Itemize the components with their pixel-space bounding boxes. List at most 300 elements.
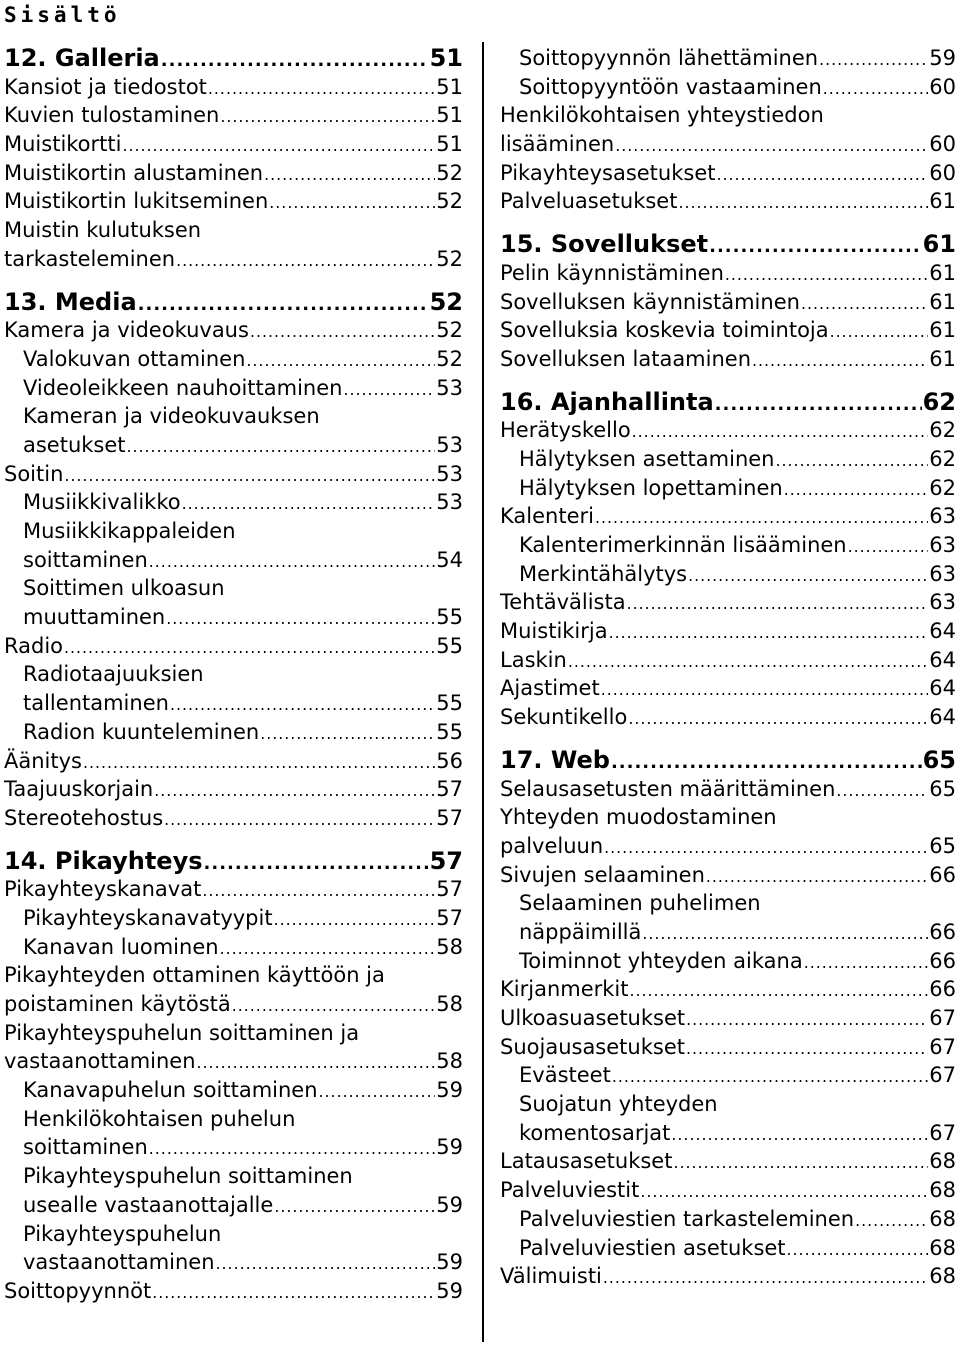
dot-leader <box>197 1049 436 1078</box>
toc-entry[interactable] <box>500 1262 956 1291</box>
dot-leader <box>848 533 929 562</box>
dot-leader <box>627 590 929 619</box>
toc-subentry[interactable] <box>500 44 956 73</box>
dot-leader <box>202 877 435 906</box>
toc-page-number: 64 <box>929 705 956 730</box>
toc-page-number: 66 <box>929 977 956 1002</box>
dot-leader <box>717 161 929 190</box>
toc-entry-title: Taajuuskorjain <box>4 777 154 802</box>
dot-leader <box>673 1149 928 1178</box>
toc-entry-title: Kalenterimerkinnän lisääminen <box>519 533 847 557</box>
toc-page-number: 53 <box>436 490 463 515</box>
toc-page-number: 59 <box>436 1250 463 1275</box>
toc-page-number: 61 <box>929 260 956 285</box>
toc-subentry[interactable] <box>4 1220 463 1249</box>
dot-leader <box>671 1121 928 1150</box>
toc-entry-title: Muistin kulutuksen <box>4 218 202 243</box>
toc-entry[interactable] <box>4 460 463 489</box>
toc-page-number: 55 <box>436 633 463 658</box>
dot-leader <box>609 619 929 648</box>
toc-page-number: 66 <box>929 919 956 944</box>
toc-entry-title: Soittopyynnön lähettäminen <box>519 46 819 70</box>
toc-subentry[interactable] <box>4 1191 463 1220</box>
toc-page-number: 60 <box>929 160 956 185</box>
toc-entry-title: Pelin käynnistäminen <box>500 260 724 285</box>
toc-entry-title: Pikayhteyden ottaminen käyttöön ja <box>4 963 385 988</box>
dot-leader <box>715 391 922 420</box>
toc-entry[interactable] <box>500 674 956 703</box>
toc-page-number: 57 <box>429 846 463 875</box>
toc-page-number: 67 <box>929 1006 956 1030</box>
toc-subentry[interactable] <box>500 1234 956 1263</box>
toc-subentry[interactable] <box>4 431 463 460</box>
toc-entry-title: Sovelluksen käynnistäminen <box>500 289 800 314</box>
toc-page-number: 59 <box>436 1078 463 1103</box>
toc-section-heading[interactable] <box>500 230 956 259</box>
toc-page-number: 65 <box>929 833 956 858</box>
toc-entry-title: Yhteyden muodostaminen <box>500 805 777 830</box>
toc-entry-title: Musiikkivalikko <box>23 490 181 515</box>
toc-entry-title: asetukset <box>23 432 126 457</box>
toc-entry-title: palveluun <box>500 833 604 858</box>
toc-entry-title: vastaanottaminen <box>4 1049 196 1074</box>
toc-subentry[interactable] <box>4 689 463 718</box>
toc-page-number: 51 <box>436 74 463 99</box>
dot-leader <box>823 75 928 104</box>
toc-subentry[interactable] <box>4 345 463 374</box>
toc-entry-title: Sekuntikello <box>500 705 628 730</box>
toc-subentry[interactable] <box>4 1162 463 1191</box>
dot-leader <box>630 977 929 1006</box>
toc-page-number: 58 <box>436 1049 463 1074</box>
toc-page-number: 59 <box>436 1192 463 1217</box>
toc-entry-title: Muistikortin lukitseminen <box>4 189 269 214</box>
toc-entry[interactable] <box>500 345 956 374</box>
toc-entry-title: Kirjanmerkit <box>500 977 629 1002</box>
dot-leader <box>688 562 928 591</box>
toc-subentry[interactable] <box>4 933 463 962</box>
toc-page-number: 59 <box>929 46 956 70</box>
toc-entry-title: Välimuisti <box>500 1264 602 1289</box>
dot-leader <box>264 161 435 190</box>
toc-page-number: 62 <box>929 418 956 443</box>
dot-leader <box>787 1236 929 1265</box>
toc-entry-title: Soitin <box>4 461 64 486</box>
dot-leader <box>164 806 435 835</box>
toc-entry[interactable] <box>4 187 463 216</box>
dot-leader <box>568 648 928 677</box>
toc-page-number: 68 <box>929 1178 956 1203</box>
toc-entry-title: Palveluviestien tarkasteleminen <box>519 1206 855 1231</box>
toc-subentry[interactable] <box>500 1205 956 1234</box>
dot-leader <box>686 1006 928 1035</box>
toc-entry-title: Palveluviestien asetukset <box>519 1235 786 1260</box>
toc-subentry[interactable] <box>500 947 956 976</box>
toc-entry-title: 13. Media <box>4 287 137 316</box>
toc-entry[interactable] <box>500 502 956 531</box>
toc-entry-title: poistaminen käytöstä <box>4 992 231 1016</box>
dot-leader <box>804 949 929 978</box>
toc-entry-title: Muistikortin alustaminen <box>4 160 264 185</box>
toc-subentry[interactable] <box>4 402 463 431</box>
toc-page-number: 62 <box>929 446 956 471</box>
toc-entry-title: Pikayhteyskanavat <box>4 877 202 902</box>
toc-page-number: 59 <box>436 1278 463 1303</box>
dot-leader <box>220 935 436 964</box>
toc-entry[interactable] <box>4 990 463 1019</box>
toc-section-heading[interactable] <box>4 288 463 317</box>
dot-leader <box>166 605 435 634</box>
toc-page-number: 63 <box>929 533 956 557</box>
dot-leader <box>274 906 436 935</box>
column-divider <box>482 42 484 1342</box>
toc-entry[interactable] <box>4 747 463 776</box>
toc-entry-title: lisääminen <box>500 132 615 157</box>
dot-leader <box>149 1135 435 1164</box>
toc-subentry[interactable] <box>500 73 956 102</box>
toc-subentry[interactable] <box>4 904 463 933</box>
toc-subentry[interactable] <box>4 374 463 403</box>
dot-leader <box>830 318 929 347</box>
toc-page-number: 68 <box>929 1235 956 1260</box>
toc-entry[interactable] <box>4 245 463 274</box>
toc-entry-title: Suojatun yhteyden <box>519 1092 718 1117</box>
dot-leader <box>232 992 435 1021</box>
toc-subentry[interactable] <box>4 1248 463 1277</box>
toc-page-number: 58 <box>436 934 463 959</box>
toc-page-number: 55 <box>436 605 463 630</box>
toc-entry-title: 15. Sovellukset <box>500 230 709 259</box>
dot-leader <box>83 749 435 778</box>
toc-entry[interactable] <box>500 703 956 732</box>
dot-leader <box>138 291 429 320</box>
toc-entry[interactable] <box>500 101 956 130</box>
toc-page-number: 68 <box>929 1149 956 1174</box>
toc-entry-title: Herätyskello <box>500 418 631 443</box>
toc-entry-title: soittaminen <box>23 1135 148 1160</box>
dot-leader <box>250 318 435 347</box>
toc-section-heading[interactable] <box>4 847 463 876</box>
toc-entry-title: Videoleikkeen nauhoittaminen <box>23 375 343 400</box>
toc-entry-title: Stereotehostus <box>4 805 164 830</box>
toc-entry[interactable] <box>500 775 956 804</box>
dot-leader <box>220 103 435 132</box>
toc-entry-title: Sovelluksen lataaminen <box>500 346 752 371</box>
toc-entry-title: tarkasteleminen <box>4 246 176 271</box>
toc-page-number: 60 <box>929 132 956 157</box>
toc-entry-title: vastaanottaminen <box>23 1250 215 1275</box>
toc-entry-title: Pikayhteyspuhelun soittaminen ja <box>4 1020 360 1045</box>
toc-entry[interactable] <box>500 975 956 1004</box>
toc-page-number: 58 <box>436 992 463 1016</box>
toc-entry-title: 17. Web <box>500 745 610 774</box>
toc-entry[interactable] <box>4 775 463 804</box>
toc-page-number: 68 <box>929 1264 956 1289</box>
toc-entry-title: komentosarjat <box>519 1120 671 1145</box>
toc-page-number: 53 <box>436 461 463 486</box>
toc-entry[interactable] <box>500 1004 956 1033</box>
dot-leader <box>595 504 928 533</box>
toc-entry-title: Muistikortti <box>4 132 122 157</box>
toc-entry-title: 16. Ajanhallinta <box>500 387 714 416</box>
toc-entry[interactable] <box>4 216 463 245</box>
toc-entry[interactable] <box>500 130 956 159</box>
toc-page-number: 67 <box>929 1034 956 1059</box>
toc-subentry[interactable] <box>4 488 463 517</box>
toc-page-number: 61 <box>929 346 956 371</box>
toc-entry-title: Radion kuunteleminen <box>23 719 260 744</box>
toc-page-number: 66 <box>929 862 956 887</box>
toc-subentry[interactable] <box>500 474 956 503</box>
toc-entry-title: Toiminnot yhteyden aikana <box>519 948 803 973</box>
toc-subentry[interactable] <box>500 918 956 947</box>
dot-leader <box>709 233 921 262</box>
dot-leader <box>678 189 928 218</box>
toc-page-number: 67 <box>929 1063 956 1088</box>
toc-entry[interactable] <box>4 101 463 130</box>
toc-entry-title: Kanavan luominen <box>23 934 219 959</box>
toc-entry[interactable] <box>4 1019 463 1048</box>
toc-page-number: 57 <box>436 905 463 930</box>
toc-page-number: 51 <box>436 103 463 128</box>
toc-page-number: 53 <box>436 375 463 400</box>
toc-entry-title: Radiotaajuuksien <box>23 662 204 687</box>
dot-leader <box>269 189 435 218</box>
dot-leader <box>604 834 928 863</box>
toc-entry[interactable] <box>4 1047 463 1076</box>
toc-entry[interactable] <box>500 832 956 861</box>
dot-leader <box>176 247 435 276</box>
dot-leader <box>706 863 928 892</box>
toc-subentry[interactable] <box>500 445 956 474</box>
toc-page-number: 52 <box>436 189 463 214</box>
toc-page-number: 67 <box>929 1120 956 1145</box>
dot-leader <box>612 1063 928 1092</box>
toc-entry-title: Sovelluksia koskevia toimintoja <box>500 318 829 343</box>
toc-page-number: 52 <box>436 246 463 271</box>
toc-page-number: 66 <box>929 948 956 973</box>
toc-entry[interactable] <box>500 646 956 675</box>
dot-leader <box>686 1035 928 1064</box>
dot-leader <box>725 261 928 290</box>
toc-subentry[interactable] <box>500 889 956 918</box>
toc-page-number: 61 <box>922 230 956 259</box>
dot-leader <box>632 418 929 447</box>
toc-entry[interactable] <box>500 316 956 345</box>
toc-entry-title: 12. Galleria <box>4 44 160 72</box>
dot-leader <box>776 447 929 476</box>
toc-entry[interactable] <box>500 187 956 216</box>
toc-page-number: 57 <box>436 805 463 830</box>
toc-page-number: 65 <box>929 776 956 801</box>
toc-entry-title: Kanavapuhelun soittaminen <box>23 1078 318 1103</box>
toc-entry-title: soittaminen <box>23 547 148 572</box>
toc-page-number: 57 <box>436 777 463 802</box>
toc-entry-title: Soittimen ulkoasun <box>23 576 225 601</box>
toc-page-number: 52 <box>429 287 463 316</box>
dot-leader <box>260 720 435 749</box>
toc-entry-title: Latausasetukset <box>500 1149 673 1174</box>
dot-leader <box>628 705 928 734</box>
toc-subentry[interactable] <box>4 718 463 747</box>
dot-leader <box>182 490 436 519</box>
toc-entry-title: Palveluviestit <box>500 1178 640 1203</box>
toc-subentry[interactable] <box>4 1105 463 1134</box>
toc-entry-title: Kuvien tulostaminen <box>4 103 220 128</box>
toc-entry[interactable] <box>4 1277 463 1306</box>
toc-page-number: 68 <box>929 1206 956 1231</box>
toc-entry[interactable] <box>500 861 956 890</box>
toc-entry-title: Valokuvan ottaminen <box>23 346 246 371</box>
toc-entry-title: Ulkoasuasetukset <box>500 1006 686 1030</box>
toc-entry[interactable] <box>4 73 463 102</box>
toc-entry-title: Musiikkikappaleiden <box>23 519 236 543</box>
toc-entry-title: muuttaminen <box>23 605 166 630</box>
toc-page-number: 59 <box>436 1135 463 1160</box>
toc-page-number: 51 <box>436 132 463 157</box>
toc-page-number: 64 <box>929 619 956 644</box>
toc-entry-title: Evästeet <box>519 1063 611 1088</box>
toc-page-number: 63 <box>929 504 956 529</box>
toc-entry-title: Pikayhteyskanavatyypit <box>23 905 273 930</box>
toc-page-number: 64 <box>929 647 956 672</box>
toc-subentry[interactable] <box>500 531 956 560</box>
toc-entry-title: Hälytyksen asettaminen <box>519 446 775 471</box>
toc-column-left <box>4 44 463 1306</box>
toc-entry[interactable] <box>4 804 463 833</box>
toc-entry[interactable] <box>4 159 463 188</box>
toc-page-number: 56 <box>436 748 463 773</box>
toc-subentry[interactable] <box>4 517 463 546</box>
dot-leader <box>855 1207 928 1236</box>
toc-subentry[interactable] <box>500 1090 956 1119</box>
toc-subentry[interactable] <box>500 560 956 589</box>
toc-page-number: 52 <box>436 318 463 343</box>
toc-entry-title: Selaaminen puhelimen <box>519 891 761 916</box>
toc-entry[interactable] <box>500 1176 956 1205</box>
toc-page-number: 61 <box>929 189 956 214</box>
toc-page-number: 55 <box>436 719 463 744</box>
toc-entry-title: Kameran ja videokuvauksen <box>23 404 320 429</box>
toc-subentry[interactable] <box>4 546 463 575</box>
toc-entry-title: Merkintähälytys <box>519 561 688 586</box>
toc-entry[interactable] <box>500 588 956 617</box>
toc-subentry[interactable] <box>4 1133 463 1162</box>
dot-leader <box>64 634 435 663</box>
toc-page-number: 55 <box>436 691 463 716</box>
toc-page-number: 60 <box>929 74 956 99</box>
toc-entry-title: Muistikirja <box>500 619 608 644</box>
toc-page-number: 52 <box>436 346 463 371</box>
toc-page-number: 63 <box>929 590 956 615</box>
dot-leader <box>319 1078 436 1107</box>
toc-entry[interactable] <box>500 1147 956 1176</box>
dot-leader <box>122 132 435 161</box>
toc-entry[interactable] <box>500 416 956 445</box>
dot-leader <box>152 1279 435 1308</box>
toc-page-number: 54 <box>436 547 463 572</box>
toc-subentry[interactable] <box>4 574 463 603</box>
toc-entry[interactable] <box>500 1033 956 1062</box>
toc-entry-title: Palveluasetukset <box>500 189 678 214</box>
dot-leader <box>161 47 429 76</box>
toc-entry[interactable] <box>4 961 463 990</box>
dot-leader <box>343 376 435 405</box>
toc-page-number: 65 <box>922 745 956 774</box>
toc-entry-title: Kansiot ja tiedostot <box>4 74 207 99</box>
toc-subentry[interactable] <box>4 660 463 689</box>
toc-page-number: 57 <box>436 877 463 902</box>
dot-leader <box>640 1178 928 1207</box>
toc-page-number: 61 <box>929 289 956 314</box>
dot-leader <box>819 46 928 75</box>
toc-page-number: 51 <box>429 44 463 72</box>
toc-entry[interactable] <box>4 316 463 345</box>
toc-entry-title: Kamera ja videokuvaus <box>4 318 249 343</box>
toc-entry-title: tallentaminen <box>23 691 169 716</box>
toc-entry[interactable] <box>500 159 956 188</box>
page-title: Sisältö <box>4 3 121 27</box>
toc-entry-title: usealle vastaanottajalle <box>23 1192 274 1217</box>
toc-entry[interactable] <box>4 875 463 904</box>
dot-leader <box>784 476 929 505</box>
toc-entry[interactable] <box>500 617 956 646</box>
toc-entry-title: Pikayhteyspuhelun <box>23 1221 222 1246</box>
toc-entry-title: 14. Pikayhteys <box>4 846 203 875</box>
toc-entry[interactable] <box>4 130 463 159</box>
toc-page-number: 63 <box>929 561 956 586</box>
toc-entry[interactable] <box>4 632 463 661</box>
toc-column-right <box>500 44 956 1291</box>
dot-leader <box>836 777 928 806</box>
dot-leader <box>64 462 435 491</box>
toc-page-number: 64 <box>929 676 956 701</box>
toc-entry-title: Laskin <box>500 647 567 672</box>
toc-section-heading[interactable] <box>500 746 956 775</box>
toc-subentry[interactable] <box>4 1076 463 1105</box>
toc-entry-title: Soittopyyntöön vastaaminen <box>519 74 822 99</box>
toc-subentry[interactable] <box>500 1119 956 1148</box>
dot-leader <box>170 691 435 720</box>
toc-page-number: 61 <box>929 318 956 343</box>
dot-leader <box>204 850 429 879</box>
toc-entry[interactable] <box>500 803 956 832</box>
dot-leader <box>154 777 435 806</box>
toc-subentry[interactable] <box>4 603 463 632</box>
toc-section-heading[interactable] <box>4 44 463 73</box>
toc-section-heading[interactable] <box>500 388 956 417</box>
toc-entry[interactable] <box>500 288 956 317</box>
toc-entry-title: Tehtävälista <box>500 590 626 615</box>
toc-entry-title: Sivujen selaaminen <box>500 862 705 887</box>
toc-subentry[interactable] <box>500 1061 956 1090</box>
dot-leader <box>752 347 928 376</box>
toc-entry-title: Ajastimet <box>500 676 600 701</box>
dot-leader <box>603 1264 928 1293</box>
toc-entry-title: Äänitys <box>4 748 82 773</box>
toc-entry-title: näppäimillä <box>519 919 642 944</box>
toc-entry-title: Selausasetusten määrittäminen <box>500 776 836 801</box>
toc-page-number: 52 <box>436 160 463 185</box>
toc-page-number: 53 <box>436 432 463 457</box>
toc-entry-title: Pikayhteysasetukset <box>500 160 716 185</box>
toc-page-number: 62 <box>929 475 956 500</box>
dot-leader <box>615 132 928 161</box>
toc-entry-title: Radio <box>4 633 64 658</box>
toc-entry-title: Kalenteri <box>500 504 594 529</box>
toc-page-number: 62 <box>922 387 956 416</box>
toc-entry[interactable] <box>500 259 956 288</box>
